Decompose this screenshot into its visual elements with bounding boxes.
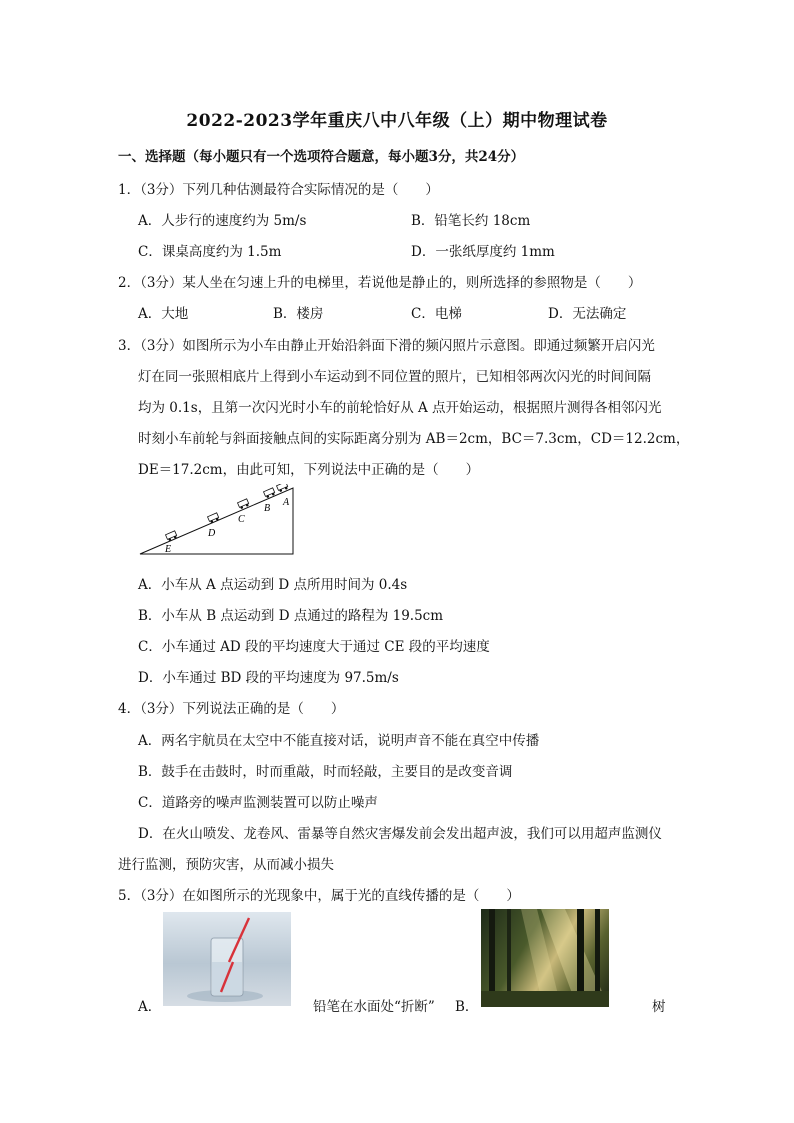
- q4-option-c: C．道路旁的噪声监测装置可以防止噪声: [138, 795, 378, 811]
- q3-stem-line-2: 灯在同一张照相底片上得到小车运动到不同位置的照片，已知相邻两次闪光的时间间隔: [138, 369, 651, 385]
- q3-option-a: A．小车从 A 点运动到 D 点所用时间为 0.4s: [138, 577, 408, 593]
- incline-triangle: [140, 488, 293, 554]
- q3-stem-line-4: 时刻小车前轮与斜面接触点间的实际距离分别为 AB＝2cm，BC＝7.3cm，CD＝12.2cm，: [138, 431, 690, 447]
- label-c: C: [238, 514, 245, 525]
- q5-option-a-prefix: A．: [138, 999, 162, 1015]
- q4-option-d-line-1: D．在火山喷发、龙卷风、雷暴等自然灾害爆发前会发出超声波，我们可以用超声监测仪: [138, 826, 662, 842]
- q3-stem-line-3: 均为 0.1s，且第一次闪光时小车的前轮恰好从 A 点开始运动，根据照片测得各相邻闪光: [138, 400, 662, 416]
- q1-stem: 1．（3分）下列几种估测最符合实际情况的是（ ）: [118, 182, 439, 198]
- q4-option-a: A．两名宇航员在太空中不能直接对话，说明声音不能在真空中传播: [138, 733, 540, 749]
- q4-stem: 4．（3分）下列说法正确的是（ ）: [118, 701, 345, 717]
- q4-option-b: B．鼓手在击鼓时，时而重敲，时而轻敲，主要目的是改变音调: [138, 764, 513, 780]
- q2-option-c: C．电梯: [411, 306, 462, 322]
- q4-option-d-line-2: 进行监测，预防灾害，从而减小损失: [118, 857, 334, 873]
- q1-option-c: C．课桌高度约为 1.5m: [138, 244, 282, 260]
- q2-option-a: A．大地: [138, 306, 189, 322]
- q2-option-b: B．楼房: [273, 306, 324, 322]
- q3-option-c: C．小车通过 AD 段的平均速度大于通过 CE 段的平均速度: [138, 639, 490, 655]
- q3-option-d: D．小车通过 BD 段的平均速度为 97.5m/s: [138, 670, 399, 686]
- q5-option-b-caption: 树: [652, 999, 666, 1015]
- cart-b-icon: [264, 488, 276, 499]
- section-heading: 一、选择题（每小题只有一个选项符合题意，每小题3分，共24分）: [118, 149, 525, 165]
- q5-stem: 5．（3分）在如图所示的光现象中，属于光的直线传播的是（ ）: [118, 888, 520, 904]
- q1-option-d: D．一张纸厚度约 1mm: [411, 244, 555, 260]
- forest-sunbeams-image: [481, 909, 609, 1007]
- label-e: E: [165, 544, 172, 555]
- q5-option-b-prefix: B．: [455, 999, 479, 1015]
- q3-stem-line-1: 3．（3分）如图所示为小车由静止开始沿斜面下滑的频闪照片示意图。即通过频繁开启闪光: [118, 338, 655, 354]
- pencil-in-water-image: [163, 912, 291, 1006]
- q2-stem: 2．（3分）某人坐在匀速上升的电梯里，若说他是静止的，则所选择的参照物是（ ）: [118, 275, 642, 291]
- label-d: D: [208, 528, 216, 539]
- q2-option-d: D．无法确定: [548, 306, 627, 322]
- page-title: 2022-2023学年重庆八中八年级（上）期中物理试卷: [186, 111, 608, 131]
- label-a: A: [283, 497, 290, 508]
- label-b: B: [264, 503, 271, 514]
- incline-diagram: [138, 484, 296, 558]
- q3-option-b: B．小车从 B 点运动到 D 点通过的路程为 19.5cm: [138, 608, 444, 624]
- q3-stem-line-5: DE＝17.2cm，由此可知，下列说法中正确的是（ ）: [138, 462, 480, 478]
- q1-option-b: B．铅笔长约 18cm: [411, 213, 531, 229]
- q5-option-a-caption: 铅笔在水面处“折断”: [313, 999, 435, 1015]
- q1-option-a: A．人步行的速度约为 5m/s: [138, 213, 307, 229]
